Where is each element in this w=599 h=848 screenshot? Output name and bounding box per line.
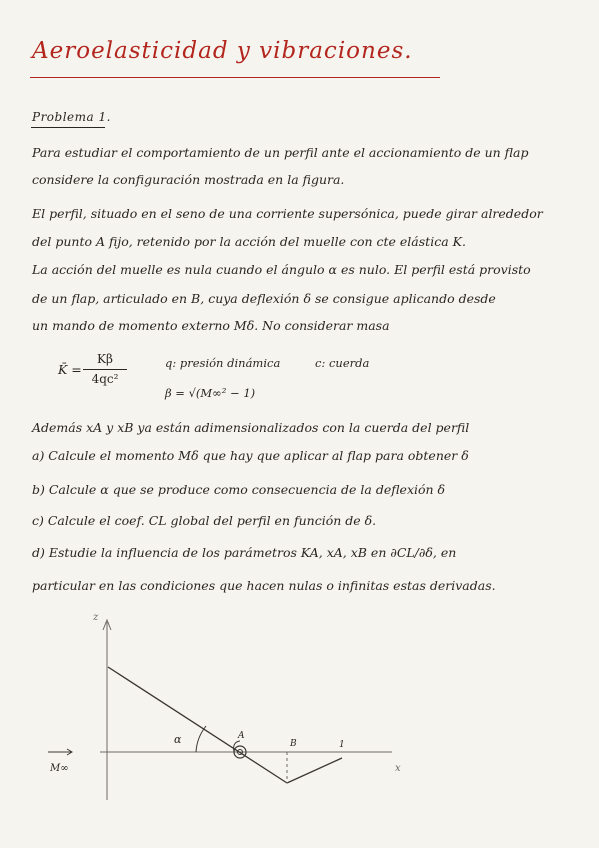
statement-line: La acción del muelle es nula cuando el ángulo α es nulo. El perfil está provisto — [32, 262, 531, 277]
problem-label: Problema 1. — [32, 110, 111, 124]
flap-line — [287, 758, 342, 783]
q-definition: q: presión dinámica — [165, 356, 281, 370]
statement-line: Para estudiar el comportamiento de un perfil ante el accionamiento de un flap — [32, 145, 529, 160]
airfoil-line — [108, 667, 287, 783]
statement-line: un mando de momento externo Mδ. No considerar masa — [32, 318, 390, 333]
statement-line: considere la configuración mostrada en la figura. — [32, 172, 345, 187]
c-definition: c: cuerda — [315, 356, 370, 370]
beta-definition: β = √(M∞² − 1) — [165, 386, 256, 400]
point-a-label: A — [238, 731, 245, 741]
statement-line: El perfil, situado en el seno de una corriente supersónica, puede girar alrededor — [32, 206, 543, 221]
statement-line: del punto A fijo, retenido por la acción del muelle con cte elástica K. — [32, 234, 466, 249]
page-title: Aeroelasticidad y vibraciones. — [32, 38, 413, 64]
x-axis-label: x — [395, 763, 401, 774]
k-bar-denominator: 4qc² — [91, 372, 119, 386]
alpha-label: α — [174, 733, 182, 746]
point-b-label: B — [290, 739, 297, 749]
note-line: Además xA y xB ya están adimensionalizados con la cuerda del perfil — [32, 420, 470, 435]
z-axis-label: z — [93, 612, 99, 623]
mach-label: M∞ — [50, 763, 69, 774]
statement-line: de un flap, articulado en B, cuya deflexión δ se consigue aplicando desde — [32, 291, 496, 306]
k-bar-symbol: K̄ = — [58, 362, 82, 377]
question-c: c) Calcule el coef. CL global del perfil en función de δ. — [32, 513, 377, 528]
question-b: b) Calcule α que se produce como consecuencia de la deflexión δ — [32, 482, 446, 497]
k-bar-numerator: Kβ — [97, 352, 113, 366]
question-d-continued: particular en las condiciones que hacen nulas o infinitas estas derivadas. — [32, 578, 496, 593]
chord-one-label: 1 — [339, 740, 345, 750]
question-a: a) Calcule el momento Mδ que hay que aplicar al flap para obtener δ — [32, 448, 469, 463]
question-d: d) Estudie la influencia de los parámetros KA, xA, xB en ∂CL/∂δ, en — [32, 545, 457, 560]
